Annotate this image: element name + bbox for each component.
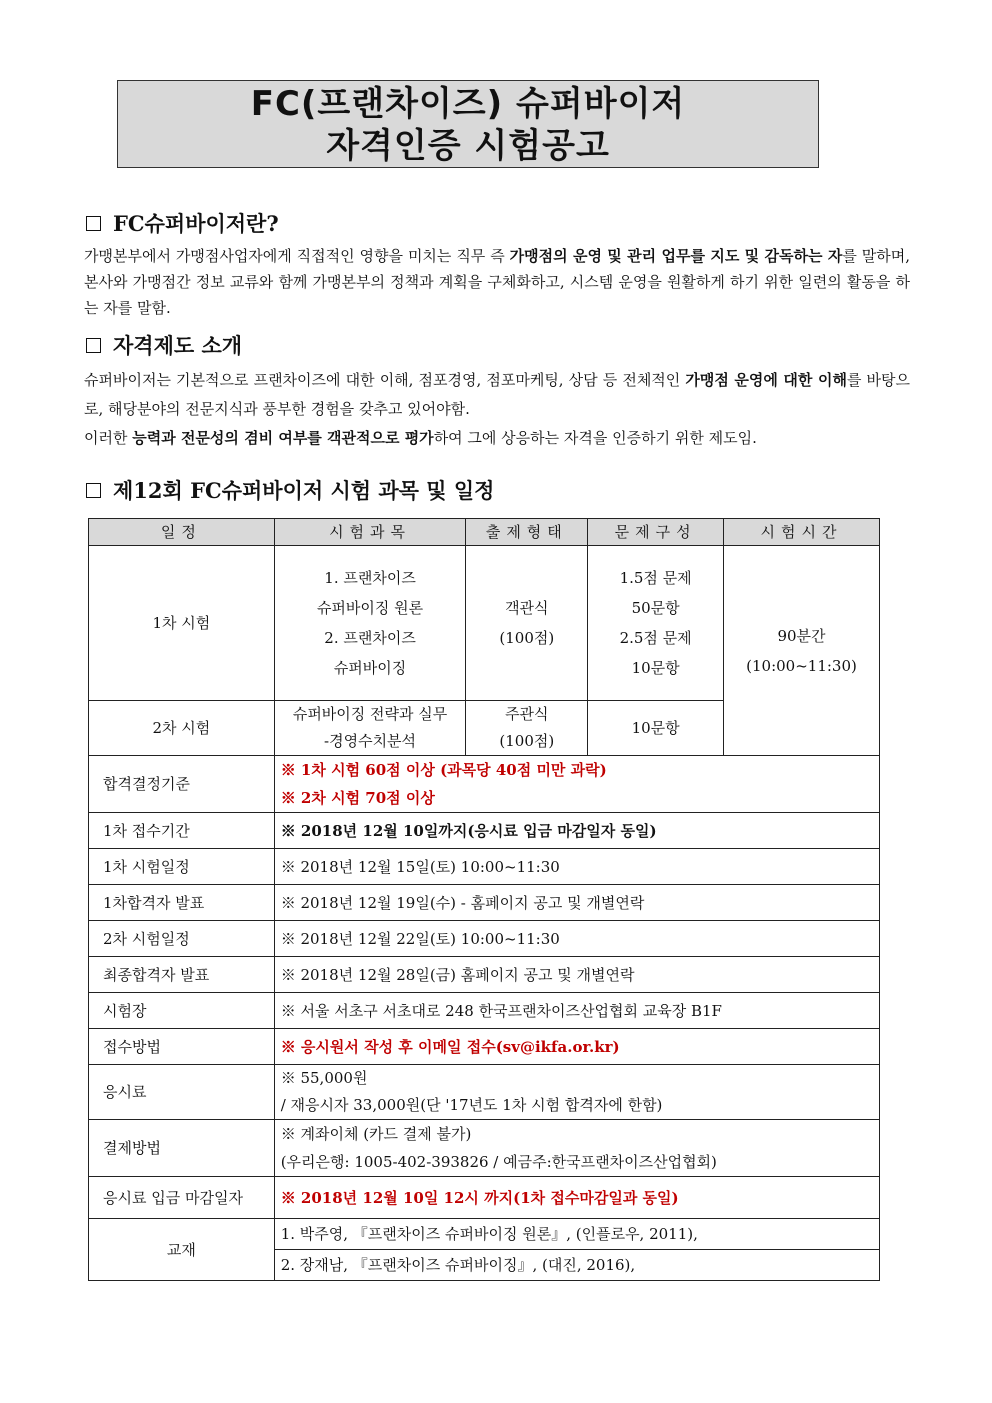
table-row-registration-period: 1차 접수기간 ※ 2018년 12월 10일까지(응시료 입금 마감일자 동일) bbox=[89, 813, 880, 849]
exam1-composition: 1.5점 문제 50문항 2.5점 문제 10문항 bbox=[588, 546, 724, 701]
table-row-final-result: 최종합격자 발표 ※ 2018년 12월 28일(금) 홈페이지 공고 및 개별연락 bbox=[89, 957, 880, 993]
checkbox-square-icon bbox=[86, 216, 101, 231]
section1-paragraph: 가맹본부에서 가맹점사업자에게 직접적인 영향을 미치는 직무 즉 가맹점의 운영 및 관리 업무를 지도 및 감독하는 자를 말하며, 본사와 가맹점간 정보 교류와 함께 가맹본부의 정책과 계획을 구체화하고, 시스템 운영을 원활하게 하기 위한 일련의 활동을 하는 자를 말함. bbox=[84, 247, 910, 317]
table-row-payment bbox=[89, 1120, 880, 1177]
section2-paragraph: 슈퍼바이저는 기본적으로 프랜차이즈에 대한 이해, 점포경영, 점포마케팅, 상담 등 전체적인 가맹점 운영에 대한 이해를 바탕으로, 해당분야의 전문지식과 풍부한 경험을 갖추고 있어야함. 이러한 능력과 전문성의 겸비 여부를 객관적으로 평가하여 그에 상응하는 자격을 인증하기 위한 제도임. bbox=[84, 371, 910, 447]
exam1-subject: 1. 프랜차이즈 슈퍼바이징 원론 2. 프랜차이즈 슈퍼바이징 bbox=[274, 546, 466, 701]
title-box bbox=[117, 80, 819, 168]
table-row-exam1-result: 1차합격자 발표 ※ 2018년 12월 19일(수) - 홈페이지 공고 및 개별연락 bbox=[89, 885, 880, 921]
header-time: 시험시간 bbox=[724, 519, 880, 546]
textbook-1: 1. 박주영, 『프랜차이즈 슈퍼바이징 원론』, (인플로우, 2011), bbox=[274, 1219, 879, 1250]
table-row-application-method: 접수방법 ※ 응시원서 작성 후 이메일 접수(sv@ikfa.or.kr) bbox=[89, 1029, 880, 1065]
textbook-label: 교재 bbox=[89, 1219, 275, 1281]
exam1-format: 객관식 (100점) bbox=[466, 546, 588, 701]
checkbox-square-icon bbox=[86, 338, 101, 353]
page-title-line1: FC(프랜차이즈) 슈퍼바이저 bbox=[250, 84, 686, 124]
exam2-format: 주관식 (100점) bbox=[466, 701, 588, 756]
header-schedule: 일정 bbox=[89, 519, 275, 546]
table-row-exam1 bbox=[89, 546, 880, 701]
header-format: 출제형태 bbox=[466, 519, 588, 546]
table-row-fee-deadline: 응시료 입금 마감일자 ※ 2018년 12월 10일 12시 까지(1차 접수마감일과 동일) bbox=[89, 1177, 880, 1219]
header-subject: 시험과목 bbox=[274, 519, 466, 546]
exam2-composition: 10문항 bbox=[588, 701, 724, 756]
fee-label: 응시료 bbox=[89, 1065, 275, 1120]
exam2-label: 2차 시험 bbox=[89, 701, 275, 756]
textbook-2: 2. 장재남, 『프랜차이즈 슈퍼바이징』, (대진, 2016), bbox=[274, 1250, 879, 1281]
table-row-pass-criteria bbox=[89, 756, 880, 813]
checkbox-square-icon bbox=[86, 483, 101, 498]
section-heading-what-is: FC슈퍼바이저란? bbox=[86, 208, 279, 238]
section-heading-intro: 자격제도 소개 bbox=[86, 330, 242, 360]
page-title-line2: 자격인증 시험공고 bbox=[326, 126, 610, 166]
exam2-subject: 슈퍼바이징 전략과 실무 -경영수치분석 bbox=[274, 701, 466, 756]
payment-label: 결제방법 bbox=[89, 1120, 275, 1177]
schedule-table bbox=[88, 518, 880, 1281]
table-row-venue: 시험장 ※ 서울 서초구 서초대로 248 한국프랜차이즈산업협회 교육장 B1F bbox=[89, 993, 880, 1029]
exam-time: 90분간 (10:00~11:30) bbox=[724, 546, 880, 756]
fee-value: ※ 55,000원 / 재응시자 33,000원(단 '17년도 1차 시험 합격자에 한함) bbox=[274, 1065, 879, 1120]
table-row-exam1-date: 1차 시험일정 ※ 2018년 12월 15일(토) 10:00~11:30 bbox=[89, 849, 880, 885]
pass-value: ※ 1차 시험 60점 이상 (과목당 40점 미만 과락) ※ 2차 시험 70점 이상 bbox=[274, 756, 879, 813]
table-row-fee bbox=[89, 1065, 880, 1120]
exam1-label: 1차 시험 bbox=[89, 546, 275, 701]
table-row-exam2-date: 2차 시험일정 ※ 2018년 12월 22일(토) 10:00~11:30 bbox=[89, 921, 880, 957]
table-header-row bbox=[89, 519, 880, 546]
header-composition: 문제구성 bbox=[588, 519, 724, 546]
table-row-textbook-1 bbox=[89, 1219, 880, 1250]
section-heading-schedule: 제12회 FC슈퍼바이저 시험 과목 및 일정 bbox=[86, 475, 494, 505]
payment-value: ※ 계좌이체 (카드 결제 불가) (우리은행: 1005-402-393826 / 예금주:한국프랜차이즈산업협회) bbox=[274, 1120, 879, 1177]
pass-label: 합격결정기준 bbox=[89, 756, 275, 813]
